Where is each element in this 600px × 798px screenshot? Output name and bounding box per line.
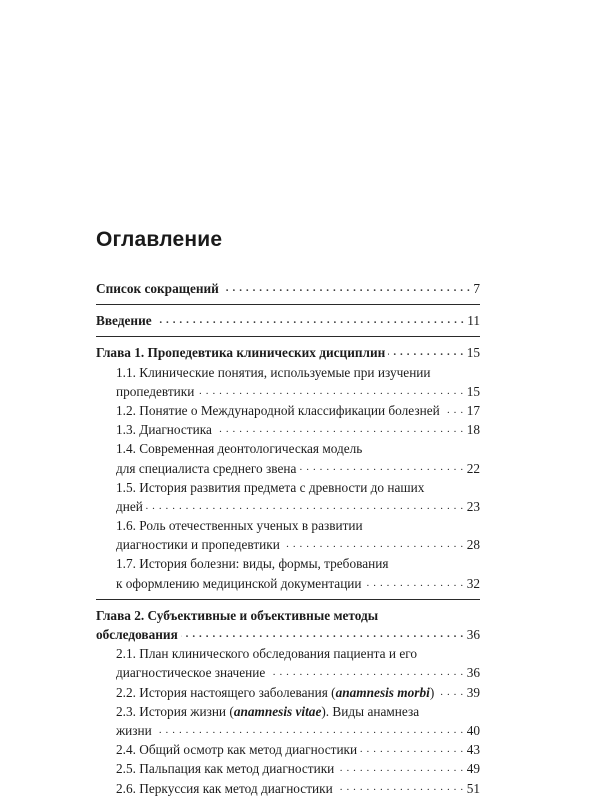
- toc-page-number: 51: [466, 780, 480, 796]
- toc-entry-2-3[interactable]: [96, 702, 480, 721]
- toc-entry-label: для специалиста среднего звена: [116, 460, 297, 476]
- toc-entry-1-1[interactable]: 1.1. Клинические понятия, используемые при изучении: [116, 364, 431, 380]
- toc-entry-label: дней: [116, 498, 143, 514]
- toc-entry-2-3-cont[interactable]: [96, 721, 480, 740]
- toc-page-number: 7: [473, 281, 480, 296]
- toc-entry-label: 1.2. Понятие о Международной классификации болезней: [116, 402, 440, 418]
- dot-leader: [197, 385, 463, 397]
- dot-leader: [146, 500, 464, 512]
- toc-entry-1-6[interactable]: 1.6. Роль отечественных ученых в развитии: [116, 518, 363, 534]
- toc-entry-label: обследования: [96, 627, 178, 642]
- divider: [96, 304, 480, 305]
- toc-entry-chapter-2[interactable]: Глава 2. Субъективные и объективные методы: [96, 607, 379, 623]
- dot-leader: [337, 763, 463, 775]
- toc-entry-chapter-1[interactable]: [96, 343, 480, 362]
- toc-entry-1-4[interactable]: 1.4. Современная деонтологическая модель: [116, 441, 363, 457]
- toc-entry-1-5[interactable]: 1.5. История развития предмета с древности до наших: [116, 479, 425, 495]
- toc-entry-1-1-cont[interactable]: [96, 382, 480, 401]
- toc-entry-label: 2.5. Пальпация как метод диагностики: [116, 761, 335, 777]
- dot-leader: [437, 686, 463, 698]
- toc-entry-label-text: ): [429, 684, 435, 700]
- toc-page-number: 43: [466, 742, 480, 758]
- toc-page-number: 39: [466, 684, 480, 700]
- toc-page-number: 49: [466, 761, 480, 777]
- toc-entry-2-5[interactable]: [96, 759, 480, 778]
- toc-entry-label: диагностики и пропедевтики: [116, 537, 280, 553]
- toc-entry-label-text: 2.3. История жизни (: [116, 703, 234, 719]
- toc-entry-label: 2.4. Общий осмотр как метод диагностики: [116, 742, 358, 758]
- latin-term: anamnesis vitae: [233, 703, 322, 719]
- toc-page-number: 36: [466, 627, 480, 642]
- toc-entry-label: Глава 1. Пропедевтика клинических дисциплин: [96, 345, 386, 361]
- page-title: Оглавление: [96, 228, 223, 251]
- latin-term: anamnesis morbi: [335, 684, 430, 700]
- toc-page-number: 11: [467, 313, 480, 329]
- dot-leader: [299, 462, 463, 474]
- toc-entry-label: 1.3. Диагностика: [116, 422, 212, 438]
- toc-entry-2-6[interactable]: [96, 779, 480, 798]
- dot-leader: [365, 577, 464, 589]
- toc-page-number: 18: [466, 422, 480, 438]
- toc-entry-1-4-cont[interactable]: [96, 459, 480, 478]
- toc-page-number: 17: [466, 402, 480, 418]
- toc-entry-label: жизни: [116, 722, 152, 738]
- dot-leader: [443, 404, 464, 416]
- toc-entry-2-2[interactable]: [96, 683, 480, 702]
- toc-page-number: 36: [466, 665, 480, 681]
- toc-entry-1-6-cont[interactable]: [96, 535, 480, 554]
- toc-entry-1-7[interactable]: 1.7. История болезни: виды, формы, требования: [116, 556, 389, 572]
- toc-entry-label: Список сокращений: [96, 281, 219, 296]
- toc-page-number: 23: [466, 498, 480, 514]
- toc-entry-abbreviations[interactable]: [96, 279, 480, 298]
- dot-leader: [215, 423, 464, 435]
- dot-leader: [155, 314, 465, 326]
- dot-leader: [268, 667, 463, 679]
- toc-entry-2-1[interactable]: 2.1. План клинического обследования пациента и его: [116, 646, 417, 662]
- dot-leader: [388, 347, 463, 359]
- toc-page-number: 22: [466, 460, 480, 476]
- toc-entry-1-3[interactable]: [96, 420, 480, 439]
- table-of-contents: [96, 279, 480, 798]
- toc-entry-label: к оформлению медицинской документации: [116, 575, 362, 591]
- toc-page-number: 40: [466, 722, 480, 738]
- toc-entry-label: диагностическое значение: [116, 665, 266, 681]
- dot-leader: [336, 782, 464, 794]
- toc-entry-label-text: ). Виды анамнеза: [321, 703, 420, 719]
- dot-leader: [155, 724, 464, 736]
- toc-entry-1-5-cont[interactable]: [96, 497, 480, 516]
- toc-entry-1-7-cont[interactable]: [96, 574, 480, 593]
- toc-page-number: 28: [466, 537, 480, 553]
- toc-page-number: 15: [466, 345, 480, 361]
- toc-entry-label: [116, 683, 434, 702]
- toc-entry-label-text: 2.2. История настоящего заболевания (: [116, 684, 336, 700]
- divider: [96, 336, 480, 337]
- toc-entry-introduction[interactable]: [96, 311, 480, 330]
- toc-entry-label: Введение: [96, 313, 152, 329]
- dot-leader: [222, 282, 471, 294]
- dot-leader: [360, 743, 464, 755]
- toc-page-number: 32: [466, 575, 480, 591]
- toc-entry-1-2[interactable]: [96, 401, 480, 420]
- divider: [96, 599, 480, 600]
- toc-entry-label: 2.6. Перкуссия как метод диагностики: [116, 780, 333, 796]
- dot-leader: [283, 538, 464, 550]
- toc-entry-2-1-cont[interactable]: [96, 663, 480, 682]
- toc-page-number: 15: [466, 383, 480, 399]
- toc-entry-label: пропедевтики: [116, 383, 195, 399]
- dot-leader: [181, 628, 464, 640]
- toc-entry-chapter-2-cont[interactable]: [96, 625, 480, 644]
